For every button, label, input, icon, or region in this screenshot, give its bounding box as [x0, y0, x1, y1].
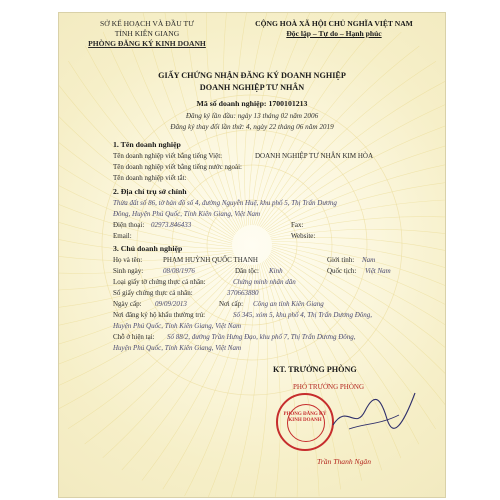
short-name-label: Tên doanh nghiệp viết tắt: — [113, 174, 187, 182]
signer-title-text: TRƯỞNG PHÒNG — [288, 365, 357, 374]
id-number-value: 370663880 — [227, 289, 259, 297]
section-1-heading: 1. Tên doanh nghiệp — [113, 140, 181, 149]
vn-name-label: Tên doanh nghiệp viết bằng tiếng Việt: — [113, 152, 223, 160]
certificate-title: GIẤY CHỨNG NHẬN ĐĂNG KÝ DOANH NGHIỆP — [158, 71, 346, 80]
current-address-value-1: Số 88/2, đường Trần Hưng Đạo, khu phố 7, Thị Trấn Dương Đông, — [167, 333, 356, 341]
issue-place-value: Công an tỉnh Kiên Giang — [253, 300, 324, 308]
section-2-heading: 2. Địa chỉ trụ sở chính — [113, 187, 187, 196]
official-red-stamp — [276, 393, 334, 451]
signer-title-prefix: KT. — [273, 365, 289, 374]
enterprise-code: Mã số doanh nghiệp: 1700101213 — [196, 99, 308, 108]
agency-line-1: SỞ KẾ HOẠCH VÀ ĐẦU TƯ — [100, 19, 194, 28]
ethnic-label: Dân tộc: — [235, 267, 259, 275]
vn-name-value: DOANH NGHIỆP TƯ NHÂN KIM HÒA — [255, 152, 374, 160]
id-type-value: Chứng minh nhân dân — [233, 278, 296, 286]
nationality-label: Quốc tịch: — [327, 267, 357, 275]
gender-value: Nam — [362, 256, 376, 264]
agency-header — [67, 19, 227, 49]
foreign-name-label: Tên doanh nghiệp viết bằng tiếng nước ngoài: — [113, 163, 242, 171]
certificate-subtitle: DOANH NGHIỆP TƯ NHÂN — [199, 83, 305, 92]
owner-name-label: Họ và tên: — [113, 256, 143, 264]
national-name: CỘNG HOÀ XÃ HỘI CHỦ NGHĨA VIỆT NAM — [255, 19, 413, 28]
permanent-residence-label: Nơi đăng ký hộ khẩu thường trú: — [113, 311, 206, 319]
dob-label: Sinh ngày: — [113, 267, 144, 275]
id-number-label: Số giấy chứng thực cá nhân: — [113, 289, 193, 297]
certificate-sheet — [58, 12, 446, 498]
id-type-label: Loại giấy tờ chứng thực cá nhân: — [113, 278, 206, 286]
current-address-label: Chỗ ở hiện tại: — [113, 333, 155, 341]
agency-line-3: PHÒNG ĐĂNG KÝ KINH DOANH — [88, 39, 206, 48]
national-motto: Độc lập – Tự do – Hạnh phúc — [286, 29, 382, 38]
current-address-value-2: Huyện Phú Quốc, Tỉnh Kiên Giang, Việt Nam — [113, 344, 241, 352]
stamp-text: PHÒNG ĐĂNG KÝ KINH DOANH — [283, 412, 327, 424]
issue-place-label: Nơi cấp: — [219, 300, 244, 308]
permanent-residence-value-2: Huyện Phú Quốc, Tỉnh Kiên Giang, Việt Nam — [113, 322, 241, 330]
gender-label: Giới tính: — [327, 256, 355, 264]
national-header — [231, 19, 437, 39]
phone-value: 02973.846433 — [151, 221, 192, 229]
signer-name: Trần Thanh Ngân — [317, 457, 372, 466]
email-label: Email: — [113, 232, 132, 240]
permanent-residence-value-1: Số 345, xóm 5, khu phố 4, Thị Trấn Dương Đông, — [233, 311, 373, 319]
agency-line-2: TỈNH KIÊN GIANG — [114, 29, 180, 38]
nationality-value: Việt Nam — [365, 267, 391, 275]
ethnic-value: Kinh — [269, 267, 283, 275]
issue-date-label: Ngày cấp: — [113, 300, 142, 308]
fax-label: Fax: — [291, 221, 304, 229]
owner-name-value: PHẠM HUỲNH QUỐC THANH — [163, 256, 258, 264]
website-label: Website: — [291, 232, 316, 240]
dob-value: 08/08/1976 — [163, 267, 195, 275]
address-line-1: Thửa đất số 86, tờ bản đồ số 4, đường Nguyễn Huệ, khu phố 5, Thị Trấn Dương — [113, 199, 337, 207]
section-3-heading: 3. Chủ doanh nghiệp — [113, 244, 183, 253]
change-registration: Đăng ký thay đổi lần thứ: 4, ngày 22 tháng 06 năm 2019 — [170, 123, 334, 131]
deputy-title: PHÓ TRƯỞNG PHÒNG — [293, 383, 365, 391]
signature-scrawl — [329, 385, 419, 445]
signer-title — [273, 365, 357, 374]
phone-label: Điện thoại: — [113, 221, 145, 229]
first-registration: Đăng ký lần đầu: ngày 13 tháng 02 năm 2006 — [185, 112, 319, 120]
address-line-2: Đông, Huyện Phú Quốc, Tỉnh Kiên Giang, Việt Nam — [113, 210, 261, 218]
issue-date-value: 09/09/2013 — [155, 300, 187, 308]
